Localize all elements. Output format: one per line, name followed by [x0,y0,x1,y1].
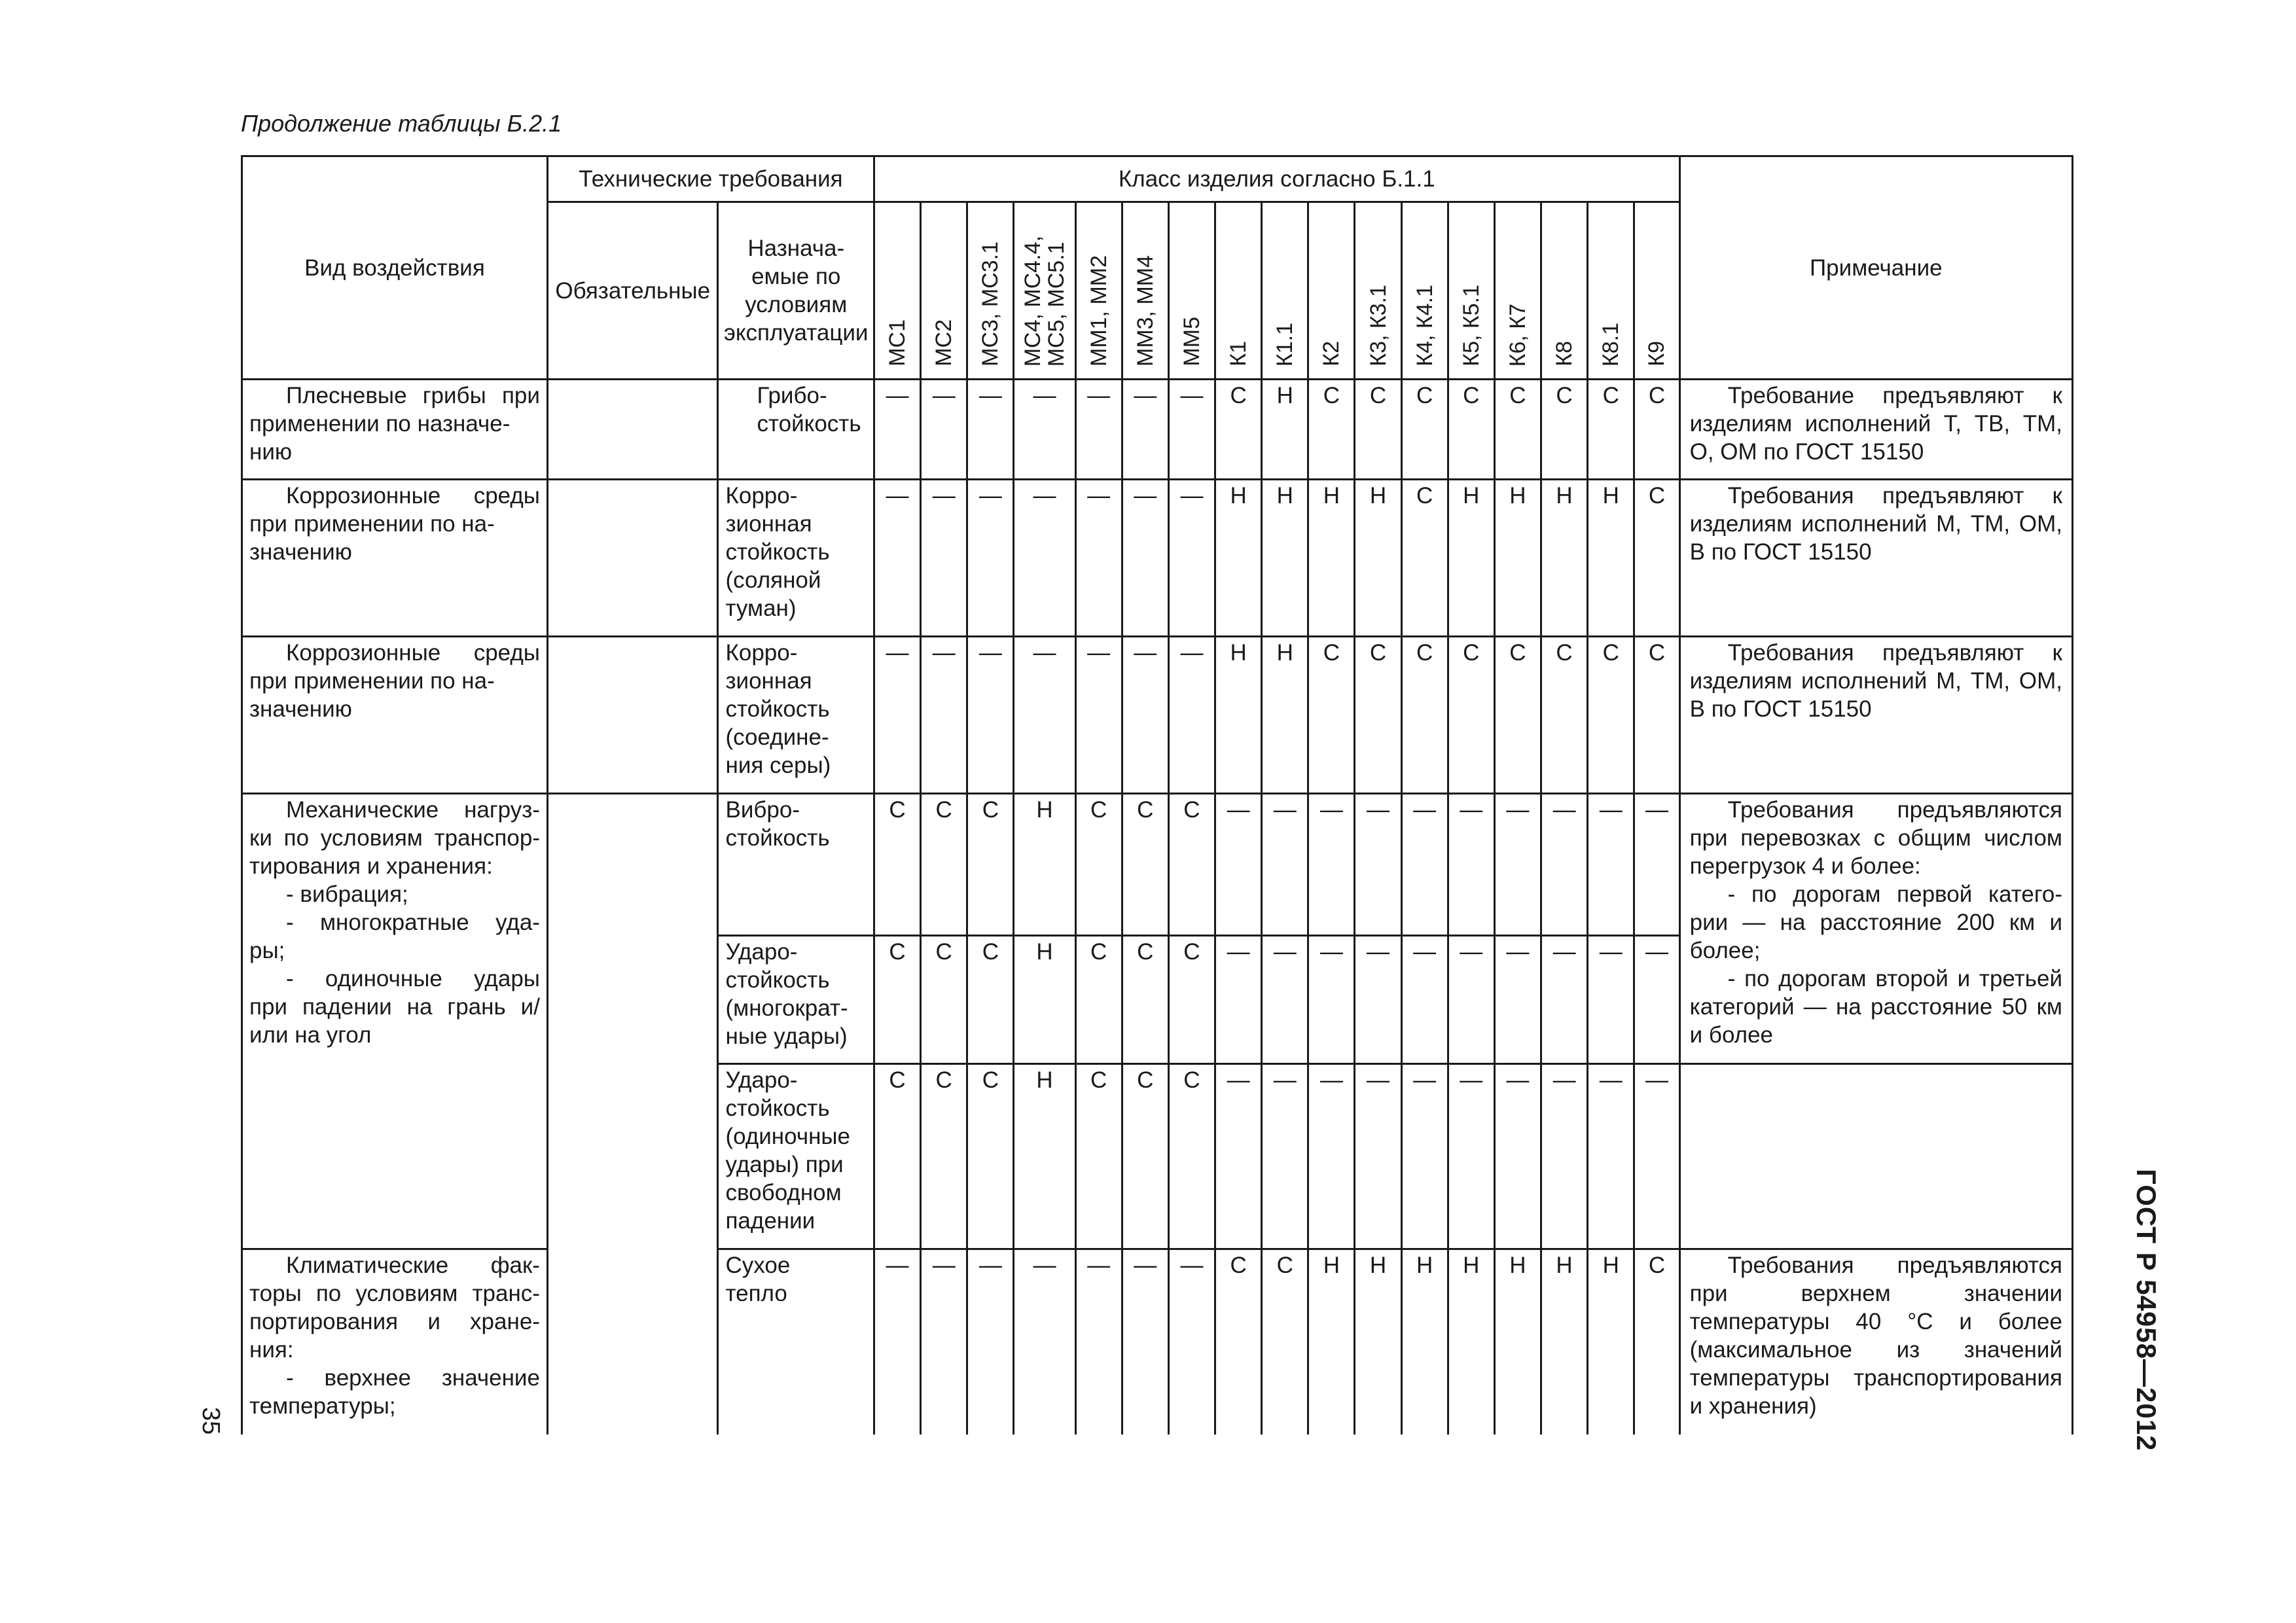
impact-line: - верхнее значение [286,1365,540,1391]
class-label: МС4, МС4.4, МС5, МС5.1 [1020,235,1069,366]
mandatory-cell [547,637,718,794]
impact-line: температуры; [249,1393,396,1419]
table-row [242,637,2073,794]
mark-cell: — [1122,1249,1168,1435]
mark-cell: С [1122,936,1168,1064]
mark-cell: — [1494,794,1541,936]
class-label: ММ5 [1179,317,1204,366]
mark-cell: — [967,637,1014,794]
mark-cell: — [1122,637,1168,794]
mark-cell: — [1401,1064,1448,1249]
requirement-cell [718,1249,874,1435]
requirement-text: Грибо- стойкость [757,383,861,437]
mark-cell: — [1014,380,1075,480]
mark-cell: — [1401,794,1448,936]
mark-cell: — [874,1249,920,1435]
mark-cell: С [1168,794,1215,936]
mark-cell: Н [1541,480,1588,637]
mark-cell: — [921,637,967,794]
header-product-class: Класс изделия согласно Б.1.1 [874,156,1679,202]
requirements-table [241,155,2073,1435]
mark-cell: — [1168,380,1215,480]
mark-cell: С [921,794,967,936]
class-header-cell [967,202,1014,380]
mark-cell: — [1215,936,1262,1064]
mark-cell: С [1168,936,1215,1064]
mark-cell: — [1014,637,1075,794]
impact-text: Коррозионные среды при применении по на- значению [249,483,540,565]
mark-cell: С [1075,794,1122,936]
mark-cell: С [1634,1249,1679,1435]
note-cell [1679,794,2072,1064]
impact-line: ния: [249,1337,294,1363]
mark-cell: Н [1014,936,1075,1064]
mark-cell: Н [1014,1064,1075,1249]
mark-cell: — [921,480,967,637]
mark-cell: С [1588,380,1634,480]
mark-cell: — [1588,1064,1634,1249]
requirement-cell [718,380,874,480]
requirement-cell [718,794,874,936]
class-header-cell [1122,202,1168,380]
impact-line: портирования и хране- [249,1309,540,1334]
note-line: категорий — на расстояние 50 км [1689,994,2062,1020]
class-label: К8.1 [1598,322,1624,366]
table-row [242,1249,2073,1435]
note-line: более; [1689,938,1761,963]
mark-cell: Н [1588,480,1634,637]
class-label: МС2 [931,319,957,366]
mark-cell: — [1215,1064,1262,1249]
class-label: К1 [1226,341,1251,366]
requirement-cell [718,936,874,1064]
class-label: К6, К7 [1505,303,1530,366]
mark-cell: — [1168,637,1215,794]
mark-cell: С [1168,1064,1215,1249]
mark-cell: — [921,380,967,480]
class-label: К8 [1552,341,1577,366]
mark-cell: — [1014,1249,1075,1435]
class-label: МС1 [885,319,910,366]
impact-cell [242,380,548,480]
note-line: перегрузок 4 и более: [1689,853,1921,879]
mark-cell: С [1541,380,1588,480]
mark-cell: С [874,936,920,1064]
header-row-1 [242,156,2073,202]
mark-cell: С [967,794,1014,936]
mark-cell: С [1075,936,1122,1064]
mark-cell: С [1122,1064,1168,1249]
mark-cell: — [1308,794,1355,936]
mandatory-cell [547,380,718,480]
impact-line: Климатические фак- [286,1253,540,1278]
page-number: 35 [197,1407,224,1435]
requirement-text: Ударо- стойкость (одиночные удары) при свободном падении [725,1067,851,1234]
class-header-cell [1215,202,1262,380]
note-line: - по дорогам второй и третьей [1727,966,2062,991]
note-text: Требования предъявляют к изделиям исполнений М, ТМ, ОМ, В по ГОСТ 15150 [1689,640,2062,722]
mark-cell: — [1634,1064,1679,1249]
class-label: ММ3, ММ4 [1132,255,1158,366]
impact-text: Плесневые грибы при применении по назначе- нию [249,383,540,465]
impact-line: торы по условиям транс- [249,1281,540,1306]
mark-cell: С [1308,637,1355,794]
class-header-cell [921,202,967,380]
class-header-cell [1401,202,1448,380]
mark-cell: С [1448,637,1494,794]
note-cell [1679,1064,2072,1249]
class-label: МС3, МС3.1 [978,241,1003,366]
note-cell [1679,480,2072,637]
mark-cell: Н [1262,637,1308,794]
table-caption: Продолжение таблицы Б.2.1 [241,110,562,137]
note-line: Требования предъявляются [1727,797,2062,823]
note-cell [1679,1249,2072,1435]
mark-cell: — [1401,936,1448,1064]
mark-cell: С [1215,380,1262,480]
mark-cell: — [1014,480,1075,637]
mark-cell: С [1494,637,1541,794]
mark-cell: — [874,380,920,480]
mark-cell: — [1262,794,1308,936]
mark-cell: — [1494,1064,1541,1249]
class-header-cell [1075,202,1122,380]
table-row [242,480,2073,637]
mark-cell: С [967,936,1014,1064]
requirement-cell [718,480,874,637]
class-label: К1.1 [1272,322,1298,366]
class-header-cell [1448,202,1494,380]
header-tech-requirements: Технические требования [547,156,874,202]
note-line: - по дорогам первой катего- [1727,882,2062,907]
impact-line: ки по условиям транспор- [249,825,540,851]
mark-cell: Н [1262,380,1308,480]
mark-cell: С [1075,1064,1122,1249]
requirement-cell [718,637,874,794]
impact-cell [242,794,548,1249]
mark-cell: Н [1308,480,1355,637]
mark-cell: Н [1014,794,1075,936]
mark-cell: Н [1355,1249,1401,1435]
mark-cell: С [921,936,967,1064]
mark-cell: — [1355,794,1401,936]
mark-cell: Н [1355,480,1401,637]
mark-cell: Н [1588,1249,1634,1435]
mark-cell: С [1262,1249,1308,1435]
standard-designation: ГОСТ Р 54958—2012 [2131,1169,2162,1452]
table-row [242,380,2073,480]
mark-cell: С [1308,380,1355,480]
class-header-cell [1355,202,1401,380]
impact-line: или на угол [249,1022,372,1048]
class-header-cell [1014,202,1075,380]
mandatory-cell [547,794,718,1435]
requirement-text: Сухое тепло [725,1253,791,1306]
impact-text: Коррозионные среды при применении по на- значению [249,640,540,722]
mark-cell: — [1308,1064,1355,1249]
mark-cell: С [1355,380,1401,480]
class-header-cell [1634,202,1679,380]
mark-cell: С [1122,794,1168,936]
mark-cell: — [1541,1064,1588,1249]
mark-cell: Н [1262,480,1308,637]
note-line: рии — на расстояние 200 км и [1689,910,2062,935]
mark-cell: — [1122,380,1168,480]
mark-cell: — [1448,1064,1494,1249]
mandatory-cell [547,480,718,637]
requirement-text: Вибро- стойкость [725,797,830,851]
mark-cell: — [1355,936,1401,1064]
mark-cell: — [967,1249,1014,1435]
impact-line: - многократные уда- [286,910,540,935]
header-by-conditions: Назнача- емые по условиям эксплуатации [718,202,874,380]
mark-cell: — [967,380,1014,480]
mark-cell: — [1494,936,1541,1064]
impact-cell [242,480,548,637]
mark-cell: — [1541,936,1588,1064]
header-impact-type: Вид воздействия [242,156,548,380]
mark-cell: С [1355,637,1401,794]
mark-cell: С [1401,637,1448,794]
class-label: К9 [1644,341,1670,366]
requirement-text: Корро- зионная стойкость (соляной туман) [725,483,830,621]
class-label: К2 [1319,341,1344,366]
impact-line: при падении на грань и/ [249,994,540,1020]
mark-cell: С [1401,380,1448,480]
mark-cell: С [874,1064,920,1249]
mark-cell: — [1262,936,1308,1064]
mark-cell: С [1215,1249,1262,1435]
class-header-cell [1588,202,1634,380]
mark-cell: — [1168,480,1215,637]
requirement-cell [718,1064,874,1249]
class-label: К4, К4.1 [1412,285,1437,366]
mark-cell: — [1075,637,1122,794]
mark-cell: — [1448,936,1494,1064]
note-cell [1679,637,2072,794]
impact-line: ры; [249,938,285,963]
mark-cell: — [1588,936,1634,1064]
mark-cell: — [1448,794,1494,936]
note-text: Требования предъявляют к изделиям исполнений М, ТМ, ОМ, В по ГОСТ 15150 [1689,483,2062,565]
mark-cell: Н [1308,1249,1355,1435]
mark-cell: Н [1215,480,1262,637]
class-label: ММ1, ММ2 [1086,255,1111,366]
mark-cell: — [1634,936,1679,1064]
requirement-text: Корро- зионная стойкость (соедине- ния серы) [725,640,831,778]
note-cell [1679,380,2072,480]
mark-cell: С [1401,480,1448,637]
mark-cell: С [1541,637,1588,794]
mark-cell: — [1122,480,1168,637]
mark-cell: — [1262,1064,1308,1249]
impact-line: тирования и хранения: [249,853,493,879]
class-header-cell [1308,202,1355,380]
mark-cell: — [921,1249,967,1435]
mark-cell: Н [1215,637,1262,794]
mark-cell: — [1075,1249,1122,1435]
mark-cell: — [1308,936,1355,1064]
class-header-cell [1494,202,1541,380]
impact-cell [242,1249,548,1435]
mark-cell: Н [1494,1249,1541,1435]
mark-cell: Н [1448,480,1494,637]
class-label: К3, К3.1 [1365,285,1391,366]
note-line: при перевозках с общим числом [1689,825,2062,851]
table-row [242,794,2073,936]
mark-cell: Н [1494,480,1541,637]
class-header-cell [1168,202,1215,380]
impact-line: Механические нагруз- [286,797,540,823]
mark-cell: — [1355,1064,1401,1249]
mark-cell: — [1168,1249,1215,1435]
note-text: Требование предъявляют к изделиям исполнений Т, ТВ, ТМ, О, ОМ по ГОСТ 15150 [1689,383,2062,465]
mark-cell: — [1075,480,1122,637]
impact-cell [242,637,548,794]
mark-cell: С [1634,480,1679,637]
mark-cell: С [1634,380,1679,480]
mark-cell: — [1215,794,1262,936]
mark-cell: Н [1541,1249,1588,1435]
note-line: и более [1689,1022,1773,1048]
mark-cell: — [1588,794,1634,936]
mark-cell: С [921,1064,967,1249]
header-note: Примечание [1679,156,2072,380]
class-label: К5, К5.1 [1458,285,1484,366]
mark-cell: С [1634,637,1679,794]
note-text: Требования предъявляются при верхнем значении температуры 40 °С и более (максимальное из значений температуры транспортирования и хранения) [1689,1253,2062,1419]
impact-line: - одиночные удары [286,966,540,991]
mark-cell: — [874,480,920,637]
mark-cell: — [967,480,1014,637]
mark-cell: С [1494,380,1541,480]
mark-cell: — [1541,794,1588,936]
mark-cell: С [874,794,920,936]
mark-cell: — [1634,794,1679,936]
mark-cell: Н [1401,1249,1448,1435]
mark-cell: С [1448,380,1494,480]
requirement-text: Ударо- стойкость (многократ- ные удары) [725,939,848,1049]
mark-cell: С [1588,637,1634,794]
mark-cell: С [967,1064,1014,1249]
mark-cell: — [1075,380,1122,480]
mark-cell: — [874,637,920,794]
mark-cell: Н [1448,1249,1494,1435]
class-header-cell [874,202,920,380]
class-header-cell [1262,202,1308,380]
class-header-cell [1541,202,1588,380]
header-mandatory: Обязательные [547,202,718,380]
impact-line: - вибрация; [286,882,408,907]
